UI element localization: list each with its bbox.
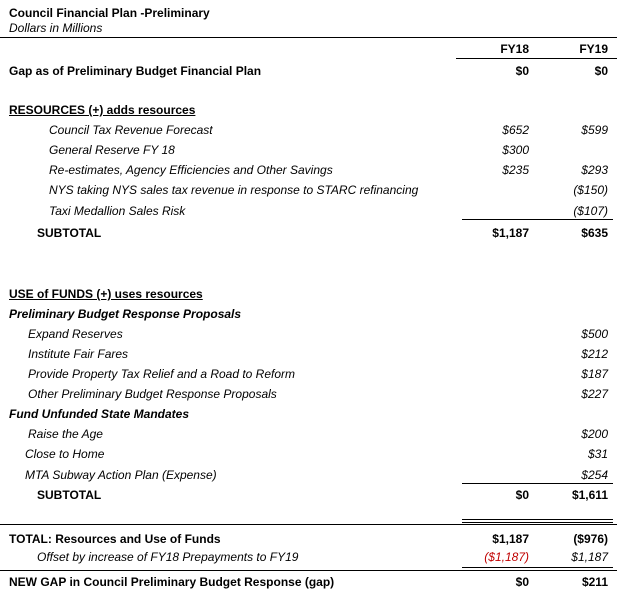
- total-double-rule-top: [462, 519, 613, 520]
- uses-row-label: Institute Fair Fares: [28, 347, 129, 361]
- total-divider: [0, 524, 617, 525]
- uses-subtotal-fy19: $1,611: [571, 488, 608, 502]
- resource-row-fy19: ($150): [573, 183, 608, 197]
- new-gap-divider: [0, 570, 617, 571]
- uses-row-fy19: $31: [587, 447, 608, 461]
- uses-row-label: Other Preliminary Budget Response Proposals: [28, 387, 277, 401]
- resource-row-fy19: ($107): [573, 204, 608, 218]
- resource-row-label: General Reserve FY 18: [49, 143, 175, 157]
- new-gap-label: NEW GAP in Council Preliminary Budget Response (gap): [9, 575, 335, 589]
- resource-row-label: Re-estimates, Agency Efficiencies and Other Savings: [49, 163, 333, 177]
- resources-subtotal-rule: [462, 219, 613, 220]
- gap-fy18: $0: [515, 64, 529, 78]
- offset-fy18: ($1,187): [484, 550, 529, 564]
- page-subtitle: Dollars in Millions: [9, 21, 103, 35]
- uses-heading: USE of FUNDS (+) uses resources: [9, 287, 203, 301]
- resources-subtotal-fy18: $1,187: [492, 226, 529, 240]
- new-gap-fy18: $0: [515, 575, 529, 589]
- uses-row-fy19: $212: [581, 347, 608, 361]
- total-fy18: $1,187: [492, 532, 529, 546]
- resources-subtotal-label: SUBTOTAL: [37, 226, 102, 240]
- offset-fy19: $1,187: [571, 550, 608, 564]
- resource-row-label: Taxi Medallion Sales Risk: [49, 204, 186, 218]
- uses-row-fy19: $500: [581, 327, 608, 341]
- uses-row-label: Expand Reserves: [28, 327, 123, 341]
- total-label: TOTAL: Resources and Use of Funds: [9, 532, 221, 546]
- uses-subtotal-rule: [462, 483, 613, 484]
- offset-label: Offset by increase of FY18 Prepayments to FY19: [37, 550, 299, 564]
- uses-row-label: Provide Property Tax Relief and a Road to Reform: [28, 367, 296, 381]
- uses-group-heading: Preliminary Budget Response Proposals: [9, 307, 242, 321]
- total-fy19: ($976): [573, 532, 608, 546]
- uses-row-fy19: $227: [581, 387, 608, 401]
- resource-row-label: Council Tax Revenue Forecast: [49, 123, 213, 137]
- page-title: Council Financial Plan -Preliminary: [9, 6, 210, 20]
- uses-row-fy19: $187: [581, 367, 608, 381]
- column-header-underline: [456, 58, 617, 59]
- uses-group-heading: Fund Unfunded State Mandates: [9, 407, 189, 421]
- uses-row-label: MTA Subway Action Plan (Expense): [25, 468, 217, 482]
- gap-fy19: $0: [594, 64, 608, 78]
- resource-row-fy18: $300: [502, 143, 529, 157]
- new-gap-fy19: $211: [581, 575, 608, 589]
- uses-row-label: Close to Home: [25, 447, 105, 461]
- resource-row-fy19: $293: [581, 163, 608, 177]
- resources-heading: RESOURCES (+) adds resources: [9, 103, 196, 117]
- resource-row-label: NYS taking NYS sales tax revenue in response to STARC refinancing: [49, 183, 419, 197]
- column-header-fy18: FY18: [500, 42, 529, 56]
- uses-subtotal-fy18: $0: [515, 488, 529, 502]
- uses-row-fy19: $254: [581, 468, 608, 482]
- resource-row-fy18: $652: [502, 123, 529, 137]
- uses-row-fy19: $200: [581, 427, 608, 441]
- uses-subtotal-label: SUBTOTAL: [37, 488, 102, 502]
- header-divider: [0, 37, 617, 38]
- gap-label: Gap as of Preliminary Budget Financial Plan: [9, 64, 262, 78]
- resource-row-fy19: $599: [581, 123, 608, 137]
- total-double-rule-bottom: [462, 522, 613, 523]
- uses-row-label: Raise the Age: [28, 427, 103, 441]
- resources-subtotal-fy19: $635: [581, 226, 608, 240]
- new-gap-rule: [462, 567, 613, 568]
- resource-row-fy18: $235: [502, 163, 529, 177]
- column-header-fy19: FY19: [579, 42, 608, 56]
